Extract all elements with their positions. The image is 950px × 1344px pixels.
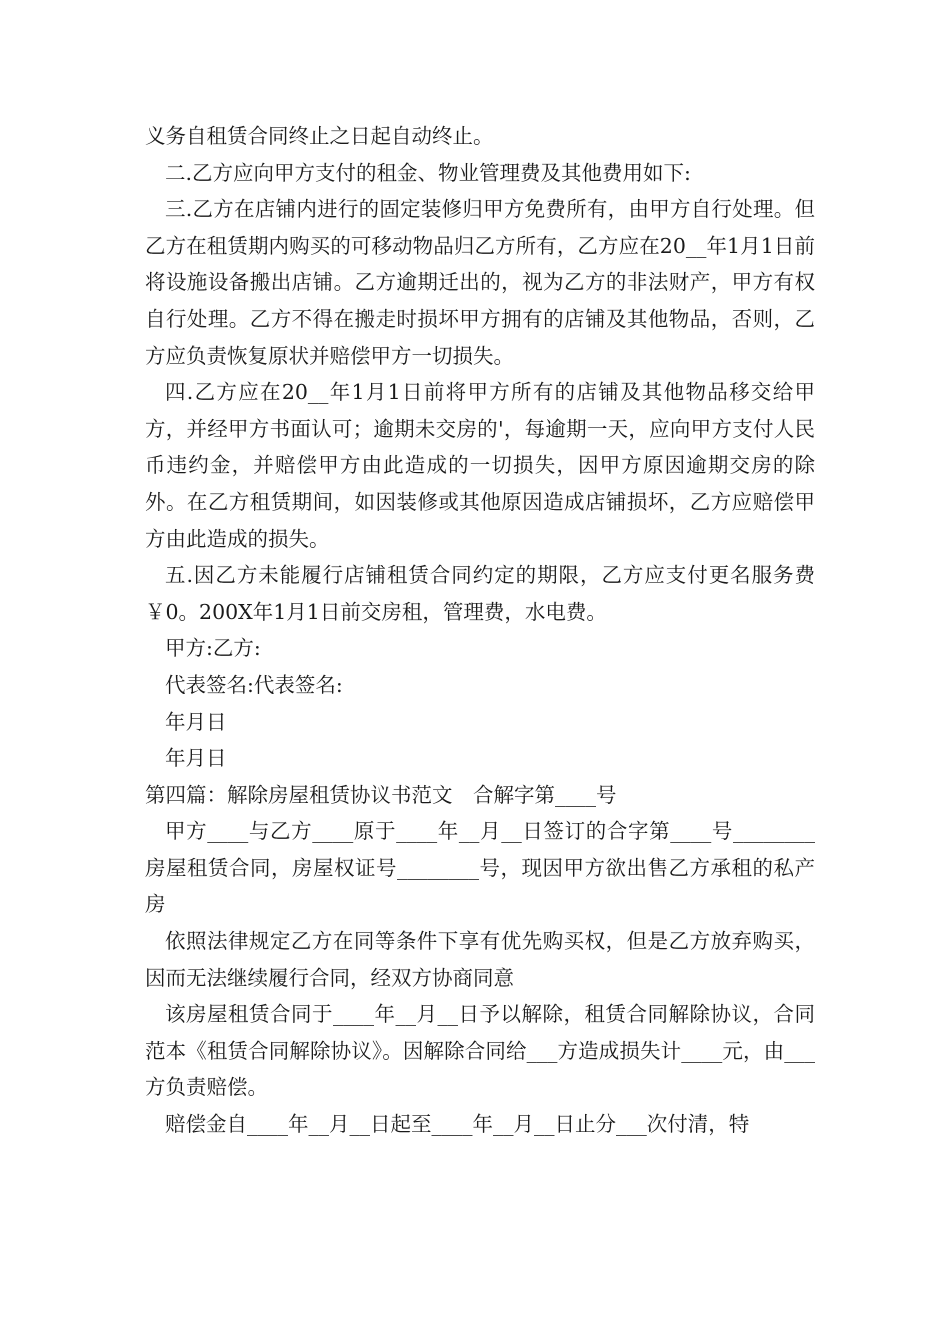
document-body <box>145 118 815 1143</box>
signature-parties: 甲方:乙方: <box>165 636 261 661</box>
paragraph-clause-2: 二.乙方应向甲方支付的租金、物业管理费及其他费用如下: <box>165 160 691 185</box>
paragraph-clause-3: 三.乙方在店铺内进行的固定装修归甲方免费所有，由甲方自行处理。但乙方在租赁期内购买的可移动物品归乙方所有，乙方应在20__年1月1日前将设施设备搬出店铺。乙方逾期迁出的，视为乙方的非法财产，甲方有权自行处理。乙方不得在搬走时损坏甲方拥有的店铺及其他物品，否则，乙方应负责恢复原状并赔偿甲方一切损失。 <box>145 197 815 368</box>
paragraph-contract-intro: 甲方____与乙方____原于____年__月__日签订的合字第____号________房屋租赁合同，房屋权证号________号，现因甲方欲出售乙方承租的私产房 <box>145 819 815 917</box>
signature-date-1: 年月日 <box>165 709 227 734</box>
signature-date-2: 年月日 <box>165 746 227 771</box>
paragraph-obligation-termination: 义务自租赁合同终止之日起自动终止。 <box>145 124 494 148</box>
paragraph-preemption-right: 依照法律规定乙方在同等条件下享有优先购买权，但是乙方放弃购买，因而无法继续履行合同，经双方协商同意 <box>145 929 815 990</box>
paragraph-termination-compensation: 该房屋租赁合同于____年__月__日予以解除，租赁合同解除协议，合同范本《租赁合同解除协议》。因解除合同给___方造成损失计____元，由___方负责赔偿。 <box>145 1002 815 1100</box>
section-heading-part-4: 第四篇：解除房屋租赁协议书范文 合解字第____号 <box>145 782 617 807</box>
paragraph-payment-schedule: 赔偿金自____年__月__日起至____年__月__日止分___次付清，特 <box>165 1112 750 1137</box>
paragraph-clause-5: 五.因乙方未能履行店铺租赁合同约定的期限，乙方应支付更名服务费￥0。200X年1月1日前交房租，管理费，水电费。 <box>145 563 815 624</box>
paragraph-clause-4: 四.乙方应在20__年1月1日前将甲方所有的店铺及其他物品移交给甲方，并经甲方书面认可；逾期未交房的'，每逾期一天，应向甲方支付人民币违约金，并赔偿甲方由此造成的一切损失，因甲方原因逾期交房的除外。在乙方租赁期间，如因装修或其他原因造成店铺损坏，乙方应赔偿甲方由此造成的损失。 <box>145 380 815 551</box>
signature-representatives: 代表签名:代表签名: <box>165 672 343 697</box>
